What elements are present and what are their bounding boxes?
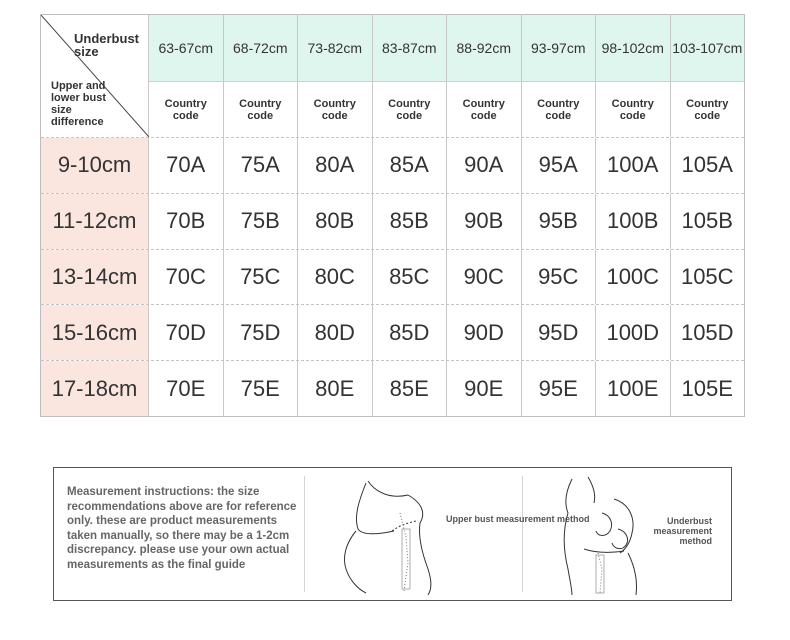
bust-difference-cell: 17-18cm <box>41 361 149 416</box>
underbust-size-cell: 63-67cm <box>149 15 224 81</box>
underbust-label: Underbust measurement method <box>653 516 712 546</box>
bra-size-cell: 70E <box>149 361 224 416</box>
bra-size-cell: 85E <box>373 361 448 416</box>
bra-size-cell: 80D <box>298 305 373 360</box>
bra-size-cell: 105E <box>681 375 733 401</box>
country-code-cell: Country code <box>686 97 729 122</box>
country-code-row <box>149 81 744 137</box>
underbust-size-cell: 103-107cm <box>672 40 743 56</box>
size-chart-table <box>40 14 745 417</box>
bra-size-cell: 100B <box>596 194 671 249</box>
underbust-illustration <box>544 473 654 597</box>
bust-difference-cell: 9-10cm <box>41 138 149 193</box>
country-code-cell: Country code <box>149 82 224 137</box>
underbust-size-cell: 68-72cm <box>224 15 299 81</box>
instructions-text: Measurement instructions: the size recommendations above are for reference only. these are product measurements taken manually, so there may be a 1-2cm discrepancy. please use your own actual measurements as the final guide <box>67 486 297 571</box>
table-row <box>41 304 744 360</box>
country-code-cell: Country code <box>224 82 299 137</box>
bra-size-cell: 80A <box>298 138 373 193</box>
bra-size-cell: 75E <box>224 361 299 416</box>
bra-size-cell: 85A <box>373 138 448 193</box>
bra-size-cell: 90E <box>447 361 522 416</box>
bra-size-cell: 70B <box>149 194 224 249</box>
bust-difference-cell: 15-16cm <box>41 305 149 360</box>
bra-size-cell: 95C <box>522 250 597 305</box>
country-code-cell: Country code <box>298 82 373 137</box>
bra-size-cell: 105D <box>680 319 734 345</box>
bra-size-cell: 90D <box>447 305 522 360</box>
bra-size-cell: 85B <box>373 194 448 249</box>
divider <box>522 476 523 592</box>
bra-size-cell: 95A <box>522 138 597 193</box>
bust-difference-cell: 11-12cm <box>41 194 149 249</box>
bra-size-cell: 95E <box>522 361 597 416</box>
country-code-cell: Country code <box>522 82 597 137</box>
bra-size-cell: 90B <box>447 194 522 249</box>
bra-size-cell: 105A <box>681 152 733 178</box>
bra-size-cell: 90A <box>447 138 522 193</box>
underbust-size-cell: 93-97cm <box>522 15 597 81</box>
bra-size-cell: 70D <box>149 305 224 360</box>
bust-difference-heading: Upper and lower bust size difference <box>51 80 107 128</box>
bra-size-cell: 70C <box>149 250 224 305</box>
table-row <box>41 249 744 305</box>
bra-size-cell: 85C <box>373 250 448 305</box>
bra-size-cell: 80C <box>298 250 373 305</box>
bra-size-cell: 95D <box>522 305 597 360</box>
table-row <box>41 360 744 416</box>
underbust-size-cell: 73-82cm <box>298 15 373 81</box>
underbust-size-row <box>149 15 744 81</box>
bra-size-cell: 95B <box>522 194 597 249</box>
upper-bust-label: Upper bust measurement method <box>446 514 590 524</box>
bra-size-cell: 75C <box>224 250 299 305</box>
measurement-instructions-panel <box>53 467 732 601</box>
bra-size-cell: 105C <box>680 263 734 289</box>
bra-size-cell: 100E <box>596 361 671 416</box>
underbust-size-heading: Underbust size <box>74 31 139 59</box>
bra-size-cell: 75B <box>224 194 299 249</box>
bust-difference-cell: 13-14cm <box>41 250 149 305</box>
underbust-size-cell: 88-92cm <box>447 15 522 81</box>
bra-size-cell: 70A <box>149 138 224 193</box>
bra-size-cell: 75D <box>224 305 299 360</box>
bra-size-cell: 85D <box>373 305 448 360</box>
bra-size-cell: 100A <box>596 138 671 193</box>
table-corner-header <box>41 15 149 137</box>
country-code-cell: Country code <box>447 82 522 137</box>
bra-size-cell: 80B <box>298 194 373 249</box>
upper-bust-illustration <box>336 473 446 597</box>
bra-size-cell: 100D <box>596 305 671 360</box>
size-rows <box>41 137 744 416</box>
table-row <box>41 193 744 249</box>
bra-size-cell: 90C <box>447 250 522 305</box>
table-row <box>41 137 744 193</box>
country-code-cell: Country code <box>373 82 448 137</box>
bra-size-cell: 100C <box>596 250 671 305</box>
bra-size-cell: 105B <box>681 208 733 234</box>
bra-size-cell: 80E <box>298 361 373 416</box>
bra-size-cell: 75A <box>224 138 299 193</box>
underbust-size-cell: 98-102cm <box>596 15 671 81</box>
underbust-size-cell: 83-87cm <box>373 15 448 81</box>
country-code-cell: Country code <box>596 82 671 137</box>
divider <box>304 476 305 592</box>
